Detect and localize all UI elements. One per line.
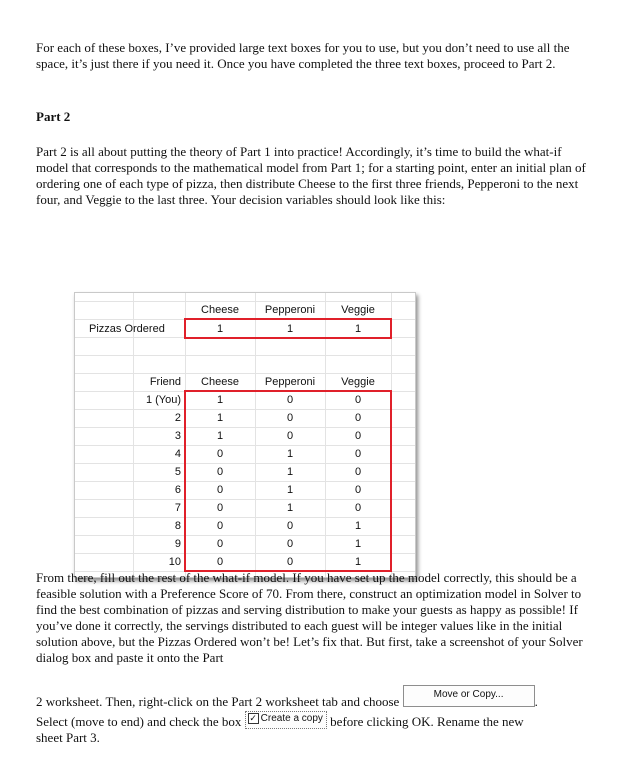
table-cell: 1 bbox=[216, 412, 224, 424]
ordered-cheese: 1 bbox=[216, 323, 224, 335]
table-cell: 0 bbox=[286, 430, 294, 442]
dist-header-pepperoni: Pepperoni bbox=[264, 376, 316, 388]
table-cell: 0 bbox=[216, 448, 224, 460]
table-cell: 0 bbox=[354, 412, 362, 424]
friend-label: 6 bbox=[174, 484, 181, 496]
gridline bbox=[75, 355, 415, 356]
table-cell: 1 bbox=[216, 394, 224, 406]
table-cell: 0 bbox=[286, 556, 294, 568]
table-cell: 0 bbox=[216, 484, 224, 496]
pizzas-ordered-label: Pizzas Ordered bbox=[89, 323, 165, 335]
line-a-text: 2 worksheet. Then, right-click on the Part 2 worksheet tab and choose bbox=[36, 693, 400, 709]
table-cell: 0 bbox=[216, 466, 224, 478]
friend-label: 1 (You) bbox=[145, 394, 181, 406]
pizzas-ordered-highlight bbox=[184, 318, 392, 339]
table-cell: 1 bbox=[286, 466, 294, 478]
intro-paragraph: For each of these boxes, I’ve provided large text boxes for you to use, but you don’t need to use all the space, it’s just there if you need it. Once you have completed the three text boxes, proceed to Part 2. bbox=[36, 40, 570, 71]
table-cell: 0 bbox=[286, 412, 294, 424]
line-c-text: sheet Part 3. bbox=[36, 730, 100, 745]
line-b-text: Select (move to end) and check the box bbox=[36, 714, 242, 729]
line-a-end: . bbox=[534, 693, 538, 709]
table-cell: 0 bbox=[286, 394, 294, 406]
move-or-copy-button[interactable]: Move or Copy... bbox=[403, 685, 535, 707]
spreadsheet-image bbox=[74, 292, 416, 578]
table-cell: 0 bbox=[216, 502, 224, 514]
table-cell: 0 bbox=[354, 484, 362, 496]
table-cell: 1 bbox=[286, 484, 294, 496]
friend-label: 9 bbox=[174, 538, 181, 550]
table-cell: 1 bbox=[216, 430, 224, 442]
table-cell: 0 bbox=[216, 556, 224, 568]
table-cell: 0 bbox=[216, 520, 224, 532]
header-veggie: Veggie bbox=[341, 304, 375, 316]
create-copy-checkbox[interactable] bbox=[245, 711, 327, 729]
table-cell: 0 bbox=[216, 538, 224, 550]
friend-header: Friend bbox=[149, 376, 181, 388]
header-pepperoni: Pepperoni bbox=[264, 304, 316, 316]
line-b-end: before clicking OK. Rename the new bbox=[330, 714, 524, 729]
dist-header-cheese: Cheese bbox=[201, 376, 239, 388]
instruction-line-b bbox=[36, 714, 524, 732]
table-cell: 0 bbox=[286, 520, 294, 532]
table-cell: 0 bbox=[354, 502, 362, 514]
table-cell: 0 bbox=[354, 430, 362, 442]
dist-header-veggie: Veggie bbox=[341, 376, 375, 388]
section-heading: Part 2 bbox=[36, 109, 71, 124]
table-cell: 1 bbox=[354, 538, 362, 550]
friend-label: 3 bbox=[174, 430, 181, 442]
friend-label: 5 bbox=[174, 466, 181, 478]
table-cell: 0 bbox=[286, 538, 294, 550]
friend-label: 10 bbox=[168, 556, 181, 568]
table-cell: 1 bbox=[286, 448, 294, 460]
table-cell: 1 bbox=[354, 520, 362, 532]
table-cell: 0 bbox=[354, 466, 362, 478]
table-cell: 0 bbox=[354, 394, 362, 406]
checkmark-icon: ✓ bbox=[249, 712, 257, 723]
create-copy-label: Create a copy bbox=[260, 713, 323, 725]
header-cheese: Cheese bbox=[201, 304, 239, 316]
table-cell: 0 bbox=[354, 448, 362, 460]
table-cell: 1 bbox=[354, 556, 362, 568]
friend-label: 7 bbox=[174, 502, 181, 514]
friend-label: 2 bbox=[174, 412, 181, 424]
part2-paragraph: Part 2 is all about putting the theory of Part 1 into practice! Accordingly, it’s time to build the what-if model that corresponds to the mathematical model from Part 1; for a starting point, enter an initial plan of ordering one of each type of pizza, then distribute Cheese to the first three friends, Pepperoni to the next four, and Veggie to the last three. Your decision variables should look like this: bbox=[36, 144, 586, 207]
ordered-veggie: 1 bbox=[354, 323, 362, 335]
ordered-pepperoni: 1 bbox=[286, 323, 294, 335]
distribution-highlight bbox=[184, 390, 392, 572]
friend-label: 4 bbox=[174, 448, 181, 460]
friend-label: 8 bbox=[174, 520, 181, 532]
table-cell: 1 bbox=[286, 502, 294, 514]
closing-paragraph: From there, fill out the rest of the what-if model. If you have set up the model correctly, this should be a feasible solution with a Preference Score of 70. From there, construct an optimization model in Solver to find the best combination of pizzas and serving distribution to make your guests as happy as possible! If you’ve done it correctly, the servings distributed to each guest will be integer values like in the initial solution above, but the Pizzas Ordered won’t be! Let’s fix that. But first, take a screenshot of your Solver dialog box and paste it onto the Part bbox=[36, 570, 583, 665]
